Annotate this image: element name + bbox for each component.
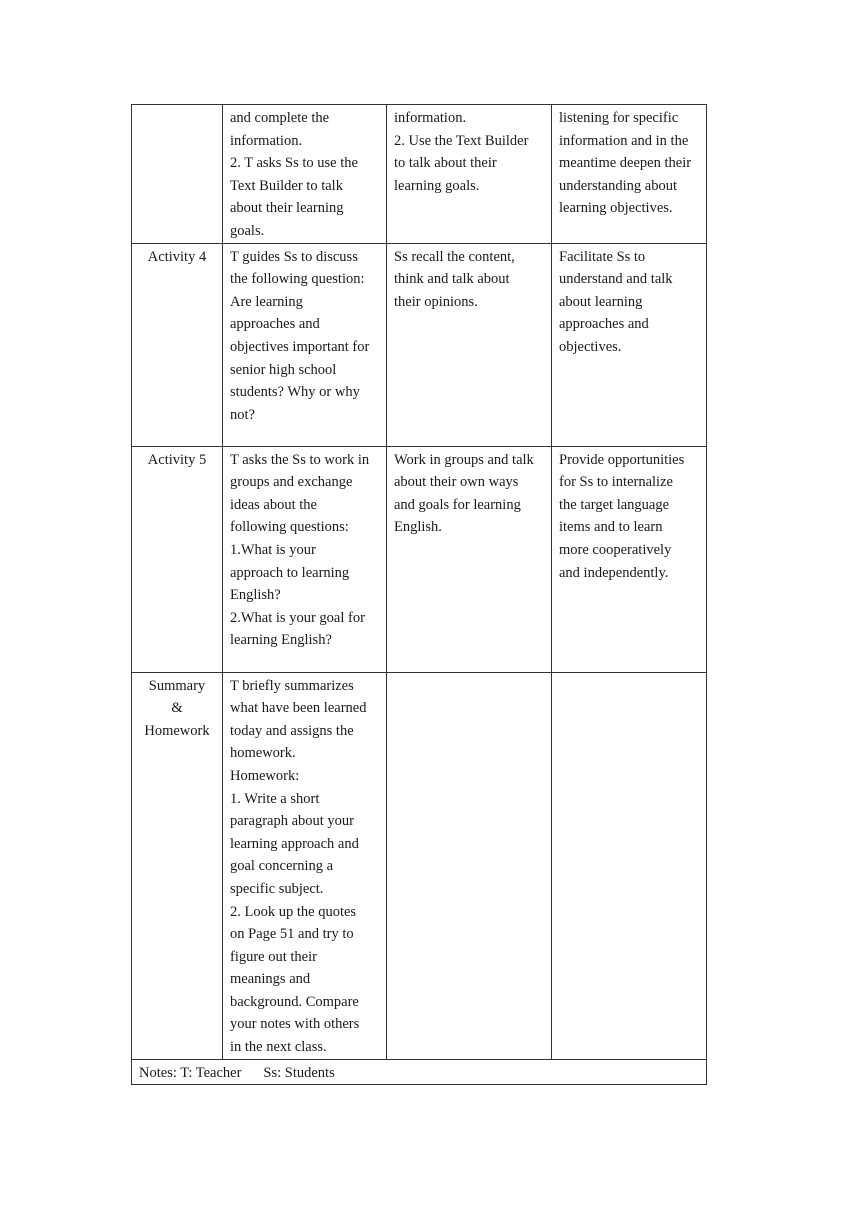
text-line: 2. Use the Text Builder — [394, 132, 529, 149]
notes-row — [132, 1059, 707, 1085]
text-line: learning goals. — [394, 177, 480, 194]
text-line: following questions: — [230, 519, 349, 536]
text-line: items and to learn — [559, 519, 663, 536]
text-line: in the next class. — [230, 1039, 327, 1056]
text-line: background. Compare — [230, 993, 359, 1010]
text-line: the target language — [559, 496, 670, 513]
text-line: 1. Write a short — [230, 790, 320, 807]
text-line: about their learning — [230, 200, 344, 217]
text-line: figure out their — [230, 948, 317, 965]
text-line: think and talk about — [394, 271, 510, 288]
notes-cell — [132, 1059, 707, 1085]
text-line: specific subject. — [230, 880, 324, 897]
purpose-cell — [552, 105, 707, 244]
student-activity-cell — [387, 243, 552, 446]
text-line: learning English? — [230, 632, 332, 649]
stage-label: Activity 5 — [147, 451, 207, 468]
stage-label: & — [171, 700, 183, 717]
text-line: senior high school — [230, 361, 337, 378]
text-line: objectives important for — [230, 338, 370, 355]
text-line: Text Builder to talk — [230, 177, 343, 194]
teacher-activity-cell — [223, 672, 387, 1059]
text-line: Facilitate Ss to — [559, 248, 646, 265]
table-row — [132, 105, 707, 244]
text-line: not? — [230, 406, 255, 423]
text-line: T asks the Ss to work in — [230, 451, 370, 468]
text-line: to talk about their — [394, 155, 497, 172]
text-line: learning approach and — [230, 835, 359, 852]
text-line: 2. T asks Ss to use the — [230, 155, 358, 172]
text-line: information. — [394, 110, 467, 126]
text-line: approaches and — [559, 316, 649, 333]
teacher-activity-cell — [223, 105, 387, 244]
text-line: understand and talk — [559, 271, 673, 288]
stage-label: Summary — [148, 677, 206, 694]
notes-students: Ss: Students — [263, 1064, 335, 1081]
stage-cell — [132, 672, 223, 1059]
student-activity-cell — [387, 446, 552, 672]
text-line: paragraph about your — [230, 813, 355, 830]
student-activity-cell — [387, 672, 552, 1059]
text-line: T guides Ss to discuss — [230, 248, 358, 265]
teacher-activity-cell — [223, 446, 387, 672]
text-line: information and in the — [559, 132, 689, 149]
text-line: Provide opportunities — [559, 451, 685, 468]
student-activity-cell — [387, 105, 552, 244]
text-line: homework. — [230, 745, 296, 762]
lesson-plan-table — [131, 104, 707, 1085]
purpose-cell — [552, 243, 707, 446]
text-line: about their own ways — [394, 474, 519, 491]
text-line: more cooperatively — [559, 541, 672, 558]
text-line: English? — [230, 587, 281, 604]
text-line: objectives. — [559, 338, 622, 355]
text-line: the following question: — [230, 271, 365, 288]
purpose-cell — [552, 672, 707, 1059]
text-line: ideas about the — [230, 496, 317, 513]
text-line: about learning — [559, 293, 643, 310]
text-line: 1.What is your — [230, 541, 316, 558]
text-line: goal concerning a — [230, 858, 334, 875]
stage-label: Homework — [144, 722, 210, 739]
table-row — [132, 446, 707, 672]
text-line: their opinions. — [394, 293, 478, 310]
text-line: approaches and — [230, 316, 320, 333]
text-line: groups and exchange — [230, 474, 353, 491]
notes-teacher: Notes: T: Teacher — [139, 1064, 242, 1081]
table-row — [132, 243, 707, 446]
table-row — [132, 672, 707, 1059]
stage-cell — [132, 446, 223, 672]
text-line: meantime deepen their — [559, 155, 692, 172]
text-line: 2.What is your goal for — [230, 609, 365, 626]
text-line: 2. Look up the quotes — [230, 903, 357, 920]
text-line: learning objectives. — [559, 200, 673, 217]
text-line: your notes with others — [230, 1016, 360, 1033]
text-line: for Ss to internalize — [559, 474, 673, 491]
text-line: approach to learning — [230, 564, 350, 581]
text-line: meanings and — [230, 971, 311, 988]
text-line: and complete the — [230, 110, 330, 126]
text-line: Are learning — [230, 293, 303, 310]
text-line: Work in groups and talk — [394, 451, 534, 468]
text-line: on Page 51 and try to — [230, 926, 354, 943]
text-line: what have been learned — [230, 700, 367, 717]
purpose-cell — [552, 446, 707, 672]
text-line: and goals for learning — [394, 496, 521, 513]
stage-label: Activity 4 — [147, 248, 207, 265]
text-line: goals. — [230, 222, 265, 239]
text-line: understanding about — [559, 177, 677, 194]
stage-cell — [132, 105, 223, 244]
text-line: information. — [230, 132, 303, 149]
text-line: Ss recall the content, — [394, 248, 515, 265]
text-line: listening for specific — [559, 110, 679, 126]
text-line: English. — [394, 519, 442, 536]
text-line: Homework: — [230, 767, 300, 784]
text-line: today and assigns the — [230, 722, 354, 739]
teacher-activity-cell — [223, 243, 387, 446]
text-line: and independently. — [559, 564, 669, 581]
text-line: students? Why or why — [230, 384, 360, 401]
text-line: T briefly summarizes — [230, 677, 354, 694]
stage-cell — [132, 243, 223, 446]
